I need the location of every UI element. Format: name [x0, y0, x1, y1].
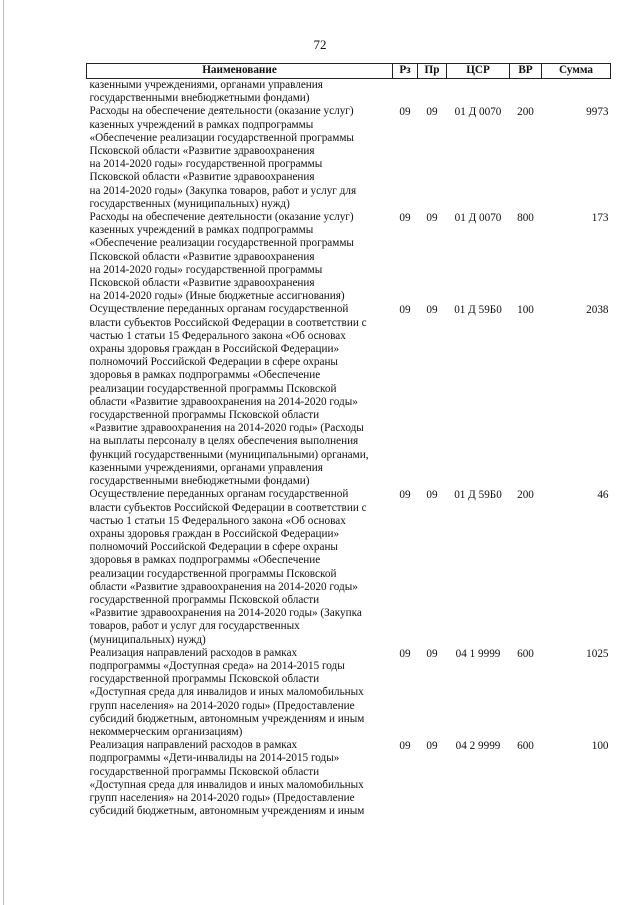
table-body — [87, 79, 611, 819]
name-line: некоммерческим организациям) — [89, 725, 243, 738]
sum-cell: 100 — [591, 740, 609, 753]
table-row — [87, 211, 611, 303]
csr-cell: 01 Д 0070 — [454, 212, 502, 225]
name-line: Расходы на обеспечение деятельности (оказание услуг) — [89, 211, 354, 224]
table-row — [87, 488, 611, 646]
name-line: полномочий Российской Федерации в сфере охраны — [89, 541, 338, 554]
rz-cell: 09 — [399, 304, 411, 317]
rz-cell: 09 — [399, 647, 411, 660]
name-line: подпрограммы «Дети-инвалиды на 2014-2015 годы» — [89, 752, 340, 765]
csr-cell: 01 Д 59Б0 — [454, 304, 502, 317]
header-vr: ВР — [510, 64, 542, 79]
csr-cell: 01 Д 59Б0 — [454, 489, 502, 502]
name-line: групп населения» на 2014-2020 годы» (Предоставление — [89, 699, 355, 712]
name-line: Осуществление переданных органам государственной — [89, 303, 349, 316]
name-line: на 2014-2020 годы» государственной программы — [89, 263, 323, 276]
row-name-cell — [87, 211, 393, 303]
name-line: «Развитие здравоохранения на 2014-2020 годы» (Расходы — [89, 422, 364, 435]
name-line: власти субъектов Российской Федерации в соответствии с — [89, 316, 367, 329]
name-line: области «Развитие здравоохранения на 2014-2020 годы» — [89, 395, 358, 408]
header-rz: Рз — [393, 64, 418, 79]
header-sum: Сумма — [542, 64, 611, 79]
scan-edge-line — [3, 0, 4, 905]
row-name-cell — [87, 303, 393, 488]
name-line: на 2014-2020 годы» (Иные бюджетные ассигнования) — [89, 290, 345, 303]
budget-table — [86, 63, 611, 818]
name-line: государственной программы Псковской области — [89, 409, 320, 422]
name-line: частью 1 статьи 15 Федерального закона «Об основах — [89, 514, 346, 527]
vr-cell: 600 — [517, 647, 534, 660]
table-row — [87, 647, 611, 739]
row-name-cell — [87, 105, 393, 211]
name-line: частью 1 статьи 15 Федерального закона «Об основах — [89, 329, 346, 342]
name-line: государственными внебюджетными фондами) — [89, 92, 310, 105]
name-line: на выплаты персоналу в целях обеспечения выполнения — [89, 435, 359, 448]
name-line: подпрограммы «Доступная среда» на 2014-2015 годы — [89, 659, 345, 672]
table-row — [87, 303, 611, 488]
name-line: «Обеспечение реализации государственной программы — [89, 131, 354, 144]
name-line: области «Развитие здравоохранения на 2014-2020 годы» — [89, 580, 358, 593]
row-name-cell — [87, 647, 393, 739]
name-line: власти субъектов Российской Федерации в соответствии с — [89, 501, 367, 514]
name-line: Псковской области «Развитие здравоохранения — [89, 145, 315, 158]
name-line: здоровья в рамках подпрограммы «Обеспечение — [89, 369, 321, 382]
rz-cell: 09 — [399, 740, 411, 753]
name-line: казенных учреждений в рамках подпрограммы — [89, 224, 314, 237]
name-line: Реализация направлений расходов в рамках — [89, 739, 298, 752]
rz-cell: 09 — [399, 212, 411, 225]
name-line: государственных (муниципальных) нужд) — [89, 197, 290, 210]
name-line: Расходы на обеспечение деятельности (оказание услуг) — [89, 105, 354, 118]
name-line: охраны здоровья граждан в Российской Федерации» — [89, 527, 340, 540]
table-row — [87, 105, 611, 211]
rz-cell: 09 — [399, 489, 411, 502]
vr-cell: 200 — [517, 489, 534, 502]
name-line: государственной программы Псковской области — [89, 673, 320, 686]
name-line: реализации государственной программы Псковской — [89, 382, 337, 395]
table-row — [87, 739, 611, 818]
name-line: охраны здоровья граждан в Российской Федерации» — [89, 343, 340, 356]
name-line: государственной программы Псковской области — [89, 765, 320, 778]
name-line: на 2014-2020 годы» (Закупка товаров, работ и услуг для — [89, 184, 357, 197]
vr-cell: 200 — [517, 106, 534, 119]
continuation-row — [87, 79, 611, 106]
name-line: Осуществление переданных органам государственной — [89, 488, 349, 501]
continuation-text — [87, 79, 393, 106]
header-csr: ЦСР — [447, 64, 510, 79]
page-number: 72 — [313, 37, 327, 52]
rz-cell: 09 — [399, 106, 411, 119]
name-line: функций государственными (муниципальными) органами, — [89, 448, 369, 461]
pr-cell: 09 — [426, 489, 438, 502]
name-line: Псковской области «Развитие здравоохранения — [89, 171, 315, 184]
vr-cell: 600 — [517, 740, 534, 753]
name-line: Реализация направлений расходов в рамках — [89, 646, 298, 659]
pr-cell: 09 — [426, 647, 438, 660]
pr-cell: 09 — [426, 106, 438, 119]
name-line: казенными учреждениями, органами управления — [89, 79, 323, 91]
name-line: на 2014-2020 годы» государственной программы — [89, 158, 323, 171]
name-line: государственной программы Псковской области — [89, 593, 320, 606]
name-line: полномочий Российской Федерации в сфере охраны — [89, 356, 338, 369]
name-line: «Развитие здравоохранения на 2014-2020 годы» (Закупка — [89, 607, 362, 620]
name-line: казенных учреждений в рамках подпрограммы — [89, 118, 314, 131]
table-header-row — [87, 64, 611, 79]
csr-cell: 04 2 9999 — [455, 740, 501, 753]
name-line: реализации государственной программы Псковской — [89, 567, 337, 580]
name-line: групп населения» на 2014-2020 годы» (Предоставление — [89, 791, 355, 804]
name-line: товаров, работ и услуг для государственных — [89, 620, 300, 633]
row-name-cell — [87, 739, 393, 818]
name-line: (муниципальных) нужд) — [89, 633, 206, 646]
name-line: казенными учреждениями, органами управления — [89, 461, 323, 474]
name-line: «Доступная среда для инвалидов и иных маломобильных — [89, 778, 364, 791]
vr-cell: 100 — [517, 304, 534, 317]
csr-cell: 04 1 9999 — [455, 647, 501, 660]
header-pr: Пр — [418, 64, 447, 79]
name-line: субсидий бюджетным, автономным учреждениям и иным — [89, 805, 365, 818]
sum-cell: 2038 — [586, 304, 609, 317]
sum-cell: 46 — [597, 489, 609, 502]
sum-cell: 1025 — [586, 647, 609, 660]
pr-cell: 09 — [426, 212, 438, 225]
name-line: здоровья в рамках подпрограммы «Обеспечение — [89, 554, 321, 567]
vr-cell: 800 — [517, 212, 534, 225]
pr-cell: 09 — [426, 304, 438, 317]
name-line: государственными внебюджетными фондами) — [89, 475, 310, 488]
csr-cell: 01 Д 0070 — [454, 106, 502, 119]
name-line: «Доступная среда для инвалидов и иных маломобильных — [89, 686, 364, 699]
sum-cell: 173 — [591, 212, 609, 225]
header-name: Наименование — [87, 64, 393, 79]
name-line: субсидий бюджетным, автономным учреждениям и иным — [89, 712, 365, 725]
name-line: Псковской области «Развитие здравоохранения — [89, 250, 315, 263]
name-line: Псковской области «Развитие здравоохранения — [89, 277, 315, 290]
row-name-cell — [87, 488, 393, 646]
sum-cell: 9973 — [586, 106, 609, 119]
name-line: «Обеспечение реализации государственной программы — [89, 237, 354, 250]
pr-cell: 09 — [426, 740, 438, 753]
